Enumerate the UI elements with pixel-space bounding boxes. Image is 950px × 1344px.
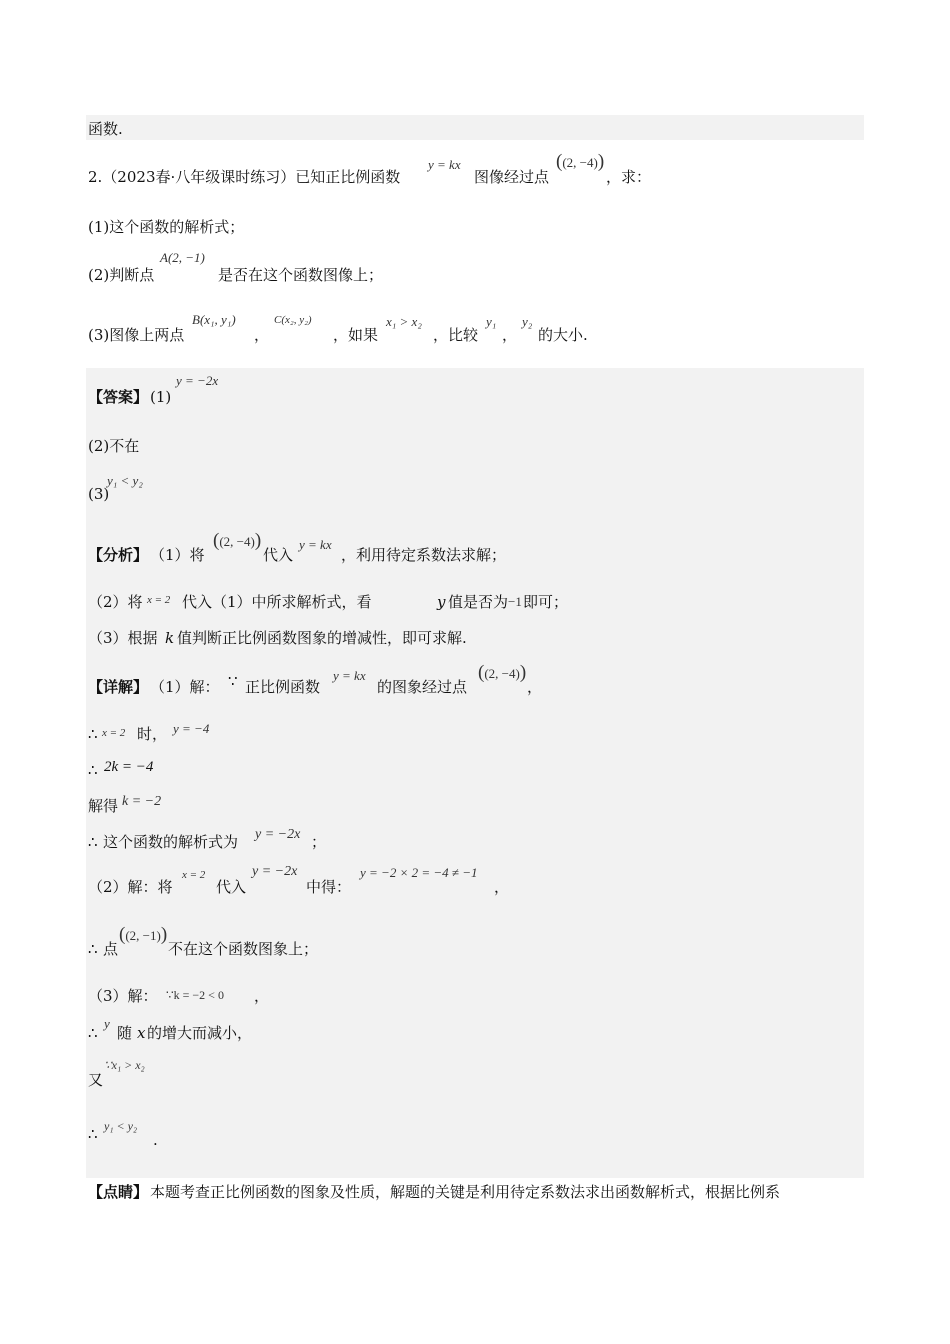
analysis-l2-y: y	[437, 593, 446, 611]
detail-s11-eq: y₁ < y₂	[104, 1119, 138, 1133]
detail-label: 【详解】	[88, 678, 149, 696]
detail-s2-therefore: ∴	[88, 725, 98, 743]
question-part3-c: ，比较	[433, 326, 479, 344]
question-part3-b: ，如果	[333, 326, 379, 344]
detail-s8-b: ，	[254, 987, 270, 1005]
detail-s11-therefore: ∴	[88, 1125, 98, 1143]
question-part3-B: B(x₁, y₁)	[192, 312, 236, 327]
detail-s10-eq: ∵x₁ > x₂	[104, 1058, 145, 1072]
question-part3-C: C(x₂, y₂)	[274, 314, 312, 326]
analysis-l1-c: ，利用待定系数法求解；	[341, 546, 507, 564]
detail-s1-func: y = kx	[333, 668, 366, 683]
question-intro: 2.（2023春·八年级课时练习）已知正比例函数	[88, 168, 401, 186]
comment-text: 本题考查正比例函数的图象及性质，解题的关键是利用待定系数法求出函数解析式，根据比例系	[150, 1183, 781, 1201]
detail-s9-b: 的增大而减小，	[147, 1024, 253, 1042]
question-part3-sep: ，	[254, 326, 270, 344]
question-part3-d: 的大小.	[538, 326, 588, 344]
analysis-l1-func: y = kx	[299, 537, 332, 552]
detail-s2-a: 时，	[137, 725, 168, 743]
answer-2: (2)不在	[88, 437, 140, 455]
top-shade	[86, 115, 864, 140]
detail-s10-a: 又	[88, 1071, 104, 1089]
detail-s3-eq: 2k = −4	[104, 759, 154, 775]
question-function: y = kx	[428, 157, 461, 172]
analysis-l2-x: x = 2	[147, 594, 171, 606]
top-tail-text: 函数.	[88, 120, 123, 138]
question-part2-b: 是否在这个函数图像上；	[218, 266, 384, 284]
analysis-l1-a: （1）将	[150, 546, 205, 564]
detail-s5-a: 这个函数的解析式为	[103, 833, 239, 851]
detail-s9-therefore: ∴	[88, 1024, 98, 1042]
analysis-l2-c: 值是否为	[448, 593, 509, 611]
detail-s2-y: y = −4	[173, 721, 210, 736]
detail-s1-d: ，	[527, 678, 543, 696]
question-part3-cond: x₁ > x₂	[386, 314, 422, 329]
detail-s6-d: ，	[494, 878, 510, 896]
analysis-l3-a: （3）根据	[88, 629, 158, 647]
detail-s1-because: ∵	[228, 672, 238, 690]
question-intro-3: ，求：	[606, 168, 652, 186]
detail-s1-b: 正比例函数	[245, 678, 321, 696]
detail-s2-x: x = 2	[102, 727, 126, 739]
comment-label: 【点睛】	[88, 1183, 149, 1201]
detail-s6-func: y = −2x	[252, 864, 298, 879]
answer-3-prefix: (3)	[88, 485, 110, 503]
question-part1: (1)这个函数的解析式；	[88, 218, 245, 236]
detail-s7-a: 点	[103, 940, 119, 958]
detail-s7-point: ((2, −1))	[119, 924, 168, 945]
detail-s6-c: 中得：	[306, 878, 352, 896]
answer-1: y = −2x	[176, 373, 219, 388]
detail-s6-eq: y = −2 × 2 = −4 ≠ −1	[360, 865, 478, 880]
detail-s9-a: 随	[117, 1024, 133, 1042]
detail-s8-eq: ∵k = −2 < 0	[166, 988, 224, 1002]
analysis-l2-d: 即可；	[523, 593, 569, 611]
analysis-l2-b: 代入（1）中所求解析式，看	[182, 593, 372, 611]
analysis-l3-k: k	[165, 629, 175, 647]
detail-s1-point: ((2, −4))	[478, 662, 527, 683]
solution-shade	[86, 368, 864, 1178]
detail-s6-a: （2）解：将	[88, 878, 173, 896]
detail-s11-a: .	[153, 1131, 158, 1149]
analysis-l2-a: （2）将	[88, 593, 143, 611]
detail-s5-b: ；	[311, 833, 327, 851]
detail-s6-x: x = 2	[182, 869, 206, 881]
detail-s6-b: 代入	[216, 878, 247, 896]
detail-s4-a: 解得	[88, 797, 119, 815]
detail-s1-a: （1）解：	[150, 678, 220, 696]
detail-s1-c: 的图象经过点	[377, 678, 468, 696]
answer-1-prefix: (1)	[150, 388, 172, 406]
detail-s8-a: （3）解：	[88, 987, 158, 1005]
question-intro-2: 图像经过点	[474, 168, 550, 186]
question-part2-point: A(2, −1)	[160, 250, 205, 265]
detail-s7-b: 不在这个函数图象上；	[168, 940, 319, 958]
question-point: ((2, −4))	[556, 151, 605, 172]
answer-3: y₁ < y₂	[107, 473, 143, 488]
detail-s9-x: x	[137, 1024, 146, 1042]
detail-s4-eq: k = −2	[122, 794, 162, 809]
detail-s7-therefore: ∴	[88, 940, 98, 958]
detail-s5-eq: y = −2x	[255, 827, 301, 842]
question-part2-a: (2)判断点	[88, 266, 155, 284]
detail-s5-therefore: ∴	[88, 833, 98, 851]
answer-label: 【答案】	[88, 388, 149, 406]
question-part3-y2: y₂	[522, 314, 533, 329]
detail-s9-y: y	[104, 1016, 110, 1031]
analysis-l1-b: 代入	[263, 546, 294, 564]
question-part3-sep2: ，	[502, 326, 518, 344]
detail-s3-therefore: ∴	[88, 761, 98, 779]
analysis-label: 【分析】	[88, 546, 149, 564]
question-part3-a: (3)图像上两点	[88, 326, 185, 344]
analysis-l2-v: −1	[508, 594, 522, 609]
analysis-l3-b: 值判断正比例函数图象的增减性，即可求解.	[177, 629, 467, 647]
analysis-l1-point: ((2, −4))	[213, 530, 262, 551]
question-part3-y1: y₁	[486, 314, 497, 329]
